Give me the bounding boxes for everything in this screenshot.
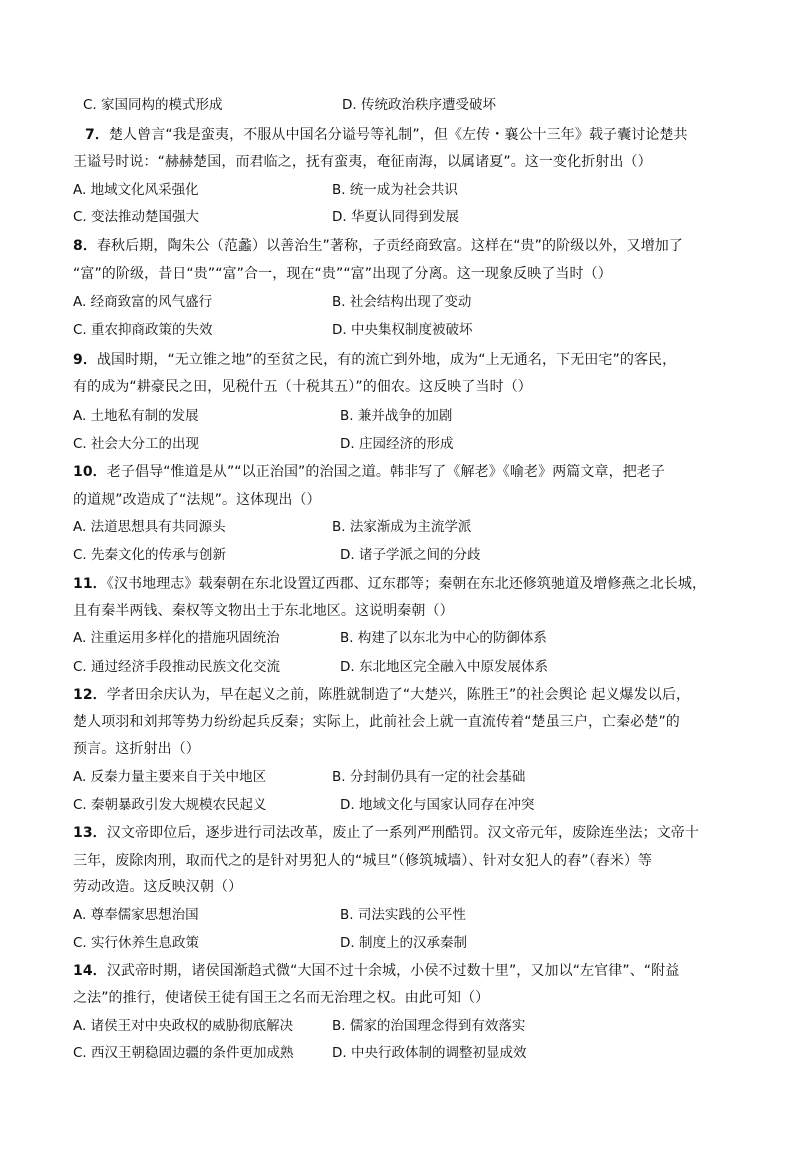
q7-stem-line2: 王谥号时说：“赫赫楚国，而君临之，抚有蛮夷，奄征南海，以属诸夏”。这一变化折射出（）: [73, 154, 652, 170]
q11-option-d[interactable]: D. 东北地区完全融入中原发展体系: [340, 659, 548, 675]
q13-option-a[interactable]: A. 尊奉儒家思想治国: [73, 907, 199, 923]
q9-number: 9．: [73, 352, 97, 368]
q9-option-c[interactable]: C. 社会大分工的出现: [73, 436, 200, 452]
q6-option-d[interactable]: D. 传统政治秩序遭受破坏: [342, 97, 496, 113]
q10-option-d[interactable]: D. 诸子学派之间的分歧: [340, 547, 481, 563]
q9-option-a[interactable]: A. 土地私有制的发展: [73, 408, 199, 424]
q7-stem-line1: [85, 125, 688, 145]
q7-option-d[interactable]: D. 华夏认同得到发展: [332, 209, 459, 225]
q14-option-b[interactable]: B. 儒家的治国理念得到有效落实: [332, 1018, 526, 1034]
q13-option-c[interactable]: C. 实行休养生息政策: [73, 935, 200, 951]
q10-option-c[interactable]: C. 先秦文化的传承与创新: [73, 547, 227, 563]
q14-option-c[interactable]: C. 西汉王朝稳固边疆的条件更加成熟: [73, 1045, 294, 1061]
q11-option-c[interactable]: C. 通过经济手段推动民族文化交流: [73, 659, 281, 675]
q12-stem-line1: [73, 685, 690, 705]
q14-number: 14．: [73, 963, 107, 979]
q8-stem-line2: “富”的阶级，昔日“贵”“富”合一，现在“贵”“富”出现了分离。这一现象反映了当时（）: [73, 266, 612, 282]
q8-option-b[interactable]: B. 社会结构出现了变动: [332, 294, 472, 310]
q10-option-b[interactable]: B. 法家渐成为主流学派: [332, 519, 472, 535]
q9-option-b[interactable]: B. 兼并战争的加剧: [340, 408, 453, 424]
q13-option-d[interactable]: D. 制度上的汉承秦制: [340, 935, 467, 951]
q11-stem-line2: 且有秦半两钱、秦权等文物出土于东北地区。这说明秦朝（）: [73, 603, 454, 619]
q10-stem-line2: 的道规”改造成了“法规”。这体现出（）: [73, 492, 321, 508]
q6-option-c[interactable]: C. 家国同构的模式形成: [83, 97, 223, 113]
q8-option-a[interactable]: A. 经商致富的风气盛行: [73, 294, 213, 310]
q10-option-a[interactable]: A. 法道思想具有共同源头: [73, 519, 226, 535]
q14-option-d[interactable]: D. 中央行政体制的调整初显成效: [332, 1045, 527, 1061]
q13-stem-text1: 汉文帝即位后，逐步进行司法改革，废止了一系列严刑酷罚。汉文帝元年，废除连坐法；文帝十: [106, 825, 699, 841]
q9-stem-text1: 战国时期，“无立锥之地”的至贫之民，有的流亡到外地，成为“上无通名，下无田宅”的客民，: [96, 352, 677, 368]
q12-stem-line3: 预言。这折射出（）: [73, 741, 200, 757]
q12-option-a[interactable]: A. 反秦力量主要来自于关中地区: [73, 769, 267, 785]
q7-option-a[interactable]: A. 地域文化风采强化: [73, 182, 199, 198]
q10-stem-text1: 老子倡导“惟道是从”“以正治国”的治国之道。韩非写了《解老》《喻老》两篇文章，把老子: [106, 464, 666, 480]
q13-stem-line3: 劳动改造。这反映汉朝（）: [73, 879, 243, 895]
q12-stem-text1: 学者田余庆认为，早在起义之前，陈胜就制造了“大楚兴，陈胜王”的社会舆论 起义爆发以后，: [106, 687, 691, 703]
q8-option-c[interactable]: C. 重农抑商政策的失效: [73, 322, 213, 338]
q13-option-b[interactable]: B. 司法实践的公平性: [340, 907, 466, 923]
q7-number: 7．: [85, 127, 109, 143]
q8-stem-text1: 春秋后期，陶朱公（范蠡）以善治生”著称，子贡经商致富。这样在“贵”的阶级以外，又增加了: [96, 238, 684, 254]
q12-option-d[interactable]: D. 地域文化与国家认同存在冲突: [340, 797, 535, 813]
q13-stem-line2: 三年，废除肉刑，取而代之的是针对男犯人的“城旦”（修筑城墙）、针对女犯人的舂”（舂米）等: [73, 853, 653, 869]
q14-stem-text1: 汉武帝时期，诸侯国渐趋式微“大国不过十余城，小侯不过数十里”，又加以“左官律”、“附益: [106, 963, 680, 979]
q14-stem-line2: 之法”的推行，使诸侯王徒有国王之名而无治理之权。由此可知（）: [73, 990, 490, 1006]
q7-option-b[interactable]: B. 统一成为社会共识: [332, 182, 458, 198]
q12-option-b[interactable]: B. 分封制仍具有一定的社会基础: [332, 769, 526, 785]
q14-option-a[interactable]: A. 诸侯王对中央政权的威胁彻底解决: [73, 1018, 294, 1034]
q11-number: 11．: [73, 576, 107, 592]
q9-option-d[interactable]: D. 庄园经济的形成: [340, 436, 454, 452]
q11-option-b[interactable]: B. 构建了以东北为中心的防御体系: [340, 630, 547, 646]
q11-option-a[interactable]: A. 注重运用多样化的措施巩固统治: [73, 630, 280, 646]
q8-number: 8．: [73, 238, 97, 254]
q7-option-c[interactable]: C. 变法推动楚国强大: [73, 209, 200, 225]
q13-stem-line1: [73, 823, 699, 843]
q13-number: 13．: [73, 825, 107, 841]
q10-stem-line1: [73, 462, 665, 482]
q12-number: 12．: [73, 687, 107, 703]
q11-stem-text1: 《汉书地理志》载秦朝在东北设置辽西郡、辽东郡等；秦朝在东北还修筑驰道及增修燕之北长城，: [106, 576, 707, 592]
q8-stem-line1: [73, 236, 683, 256]
q10-number: 10．: [73, 464, 107, 480]
q12-option-c[interactable]: C. 秦朝暴政引发大规模农民起义: [73, 797, 267, 813]
q14-stem-line1: [73, 961, 679, 981]
q12-stem-line2: 楚人项羽和刘邦等势力纷纷起兵反秦；实际上，此前社会上就一直流传着“楚虽三户，亡秦必楚”的: [73, 714, 680, 730]
q11-stem-line1: [73, 574, 706, 594]
q8-option-d[interactable]: D. 中央集权制度被破坏: [332, 322, 473, 338]
q9-stem-line1: [73, 350, 676, 370]
q7-stem-text1: 楚人曾言“我是蛮夷，不服从中国名分谥号等礼制”，但《左传・襄公十三年》载子囊讨论楚共: [108, 127, 688, 143]
q9-stem-line2: 有的成为“耕豪民之田，见税什五（十税其五）”的佃农。这反映了当时（）: [73, 379, 532, 395]
